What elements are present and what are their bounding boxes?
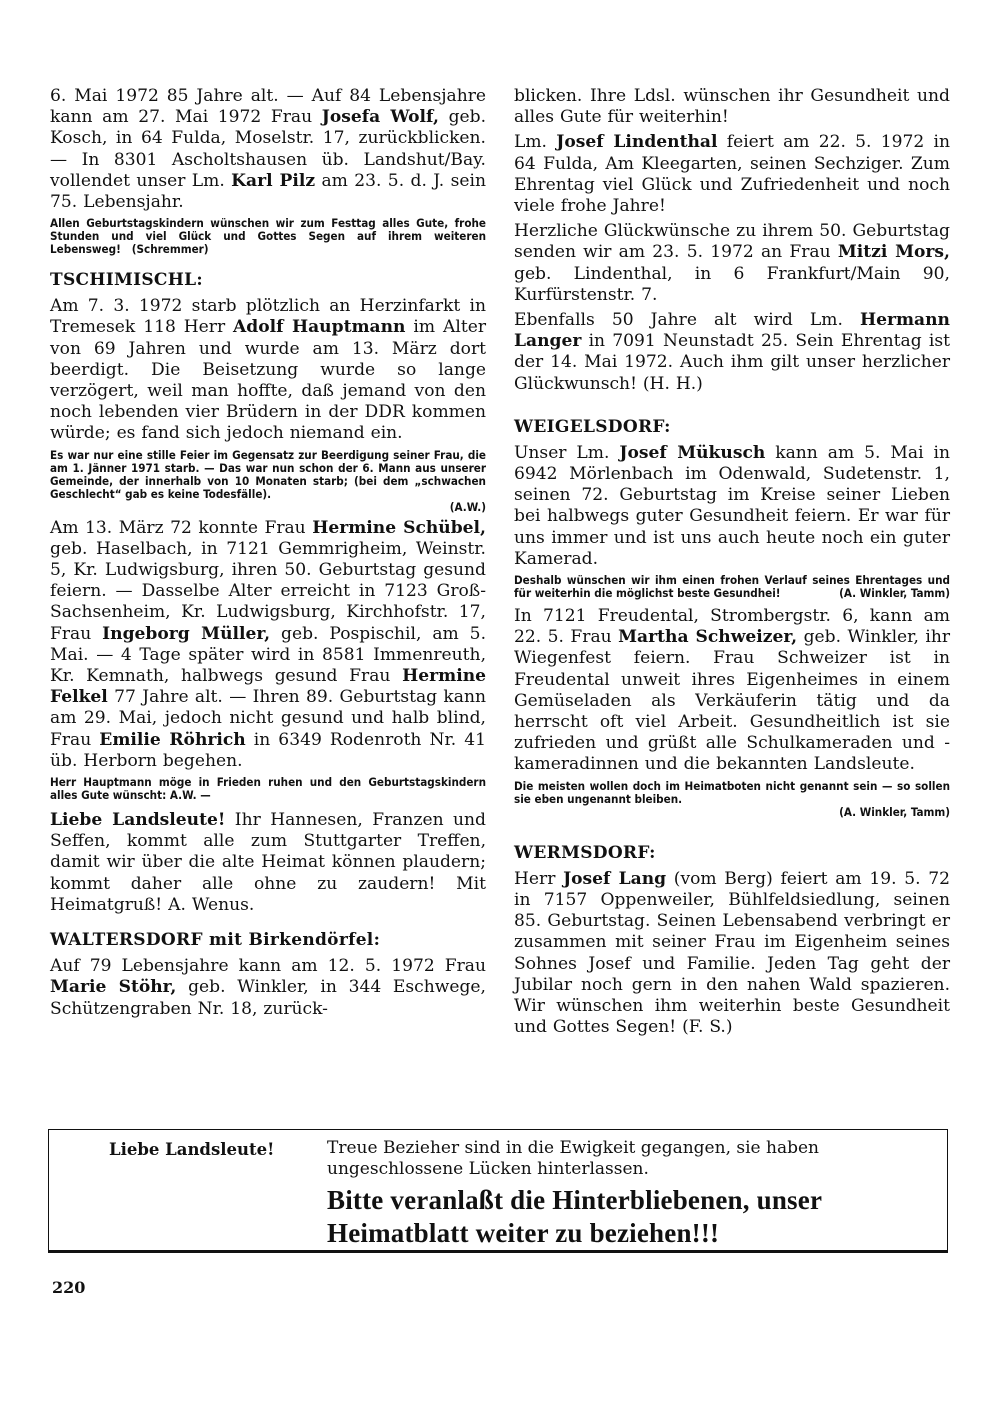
article-paragraph: Am 7. 3. 1972 starb plötzlich an Herzinfarkt in Tremesek 118 Herr Adolf Hauptmann im Alter von 69 Jahren und wurde am 13. März dort beerdigt. Die Beisetzung wurde so lange verzögert, weil man hoffte, daß jemand von den noch lebenden vier Brüdern in der DDR kommen würde; es fand sich jedoch niemand ein. xyxy=(50,296,486,444)
notice-label: Liebe Landsleute! xyxy=(109,1140,275,1159)
article-paragraph: Liebe Landsleute! Ihr Hannesen, Franzen und Seffen, kommt alle zum Stuttgarter Treffen, damit wir über die alte Heimat können plaudern; kommt daher alle ohne zu zaudern! Mit Heimatgruß! A. Wenus. xyxy=(50,810,486,915)
article-paragraph: Lm. Josef Lindenthal feiert am 22. 5. 1972 in 64 Fulda, Am Kleegarten, seinen Sechziger. Zum Ehrentag viel Glück und Zufriedenheit und noch viele frohe Jahre! xyxy=(514,132,950,217)
article-paragraph: Unser Lm. Josef Mükusch kann am 5. Mai in 6942 Mörlenbach im Odenwald, Sudetenstr. 1, seinen 72. Geburtstag im Kreise seiner Lieben bei halbwegs guter Gesundheit feiern. Er war für uns immer und ist uns auch heute noch ein guter Kamerad. xyxy=(514,442,950,569)
right-column xyxy=(514,86,950,1042)
article-paragraph: 6. Mai 1972 85 Jahre alt. — Auf 84 Lebensjahre kann am 27. Mai 1972 Frau Josefa Wolf, geb. Kosch, in 64 Fulda, Moselstr. 17, zurückblicken. — In 8301 Ascholtshausen üb. Landshut/Bay. vollendet unser Lm. Karl Pilz am 23. 5. d. J. sein 75. Lebensjahr. xyxy=(50,86,487,213)
note: Herr Hauptmann möge in Frieden ruhen und den Geburtstagskindern alles Gute wünscht: A.W. — xyxy=(50,775,486,803)
article-paragraph: Herr Josef Lang (vom Berg) feiert am 19. 5. 72 in 7157 Oppenweiler, Bühlfeldsiedlung, seinen 85. Geburtstag. Seinen Lebensabend verbringt er zusammen mit seiner Frau im Eigenheim seines Sohnes Josef und Familie. Jeden Tag geht der Jubilar noch gern in den nahen Wald spazieren. Wir wünschen ihm weiterhin beste Gesundheit und Gottes Segen! (F. S.) xyxy=(514,868,950,1038)
section-heading-tschimischl: TSCHIMISCHL: xyxy=(50,270,203,291)
article-paragraph: Auf 79 Lebensjahre kann am 12. 5. 1972 Frau Marie Stöhr, geb. Winkler, in 344 Eschwege, Schützengraben Nr. 18, zurück- xyxy=(50,956,486,1019)
note: Es war nur eine stille Feier im Gegensatz zur Beerdigung seiner Frau, die am 1. Jänner 1971 starb. — Das war nun schon der 6. Mann aus unserer Gemeinde, der innerhalb von 10 Monaten starb; (bei dem „schwachen Geschlecht“ gab es keine Todesfälle). (A.W.) xyxy=(50,447,486,514)
section-heading-wermsdorf: WERMSDORF: xyxy=(514,842,656,863)
left-column xyxy=(50,86,486,1024)
article-paragraph: Herzliche Glückwünsche zu ihrem 50. Geburtstag senden wir am 23. 5. 1972 an Frau Mitzi Mors, geb. Lindenthal, in 6 Frankfurt/Main 90, Kurfürstenstr. 7. xyxy=(514,221,950,305)
article-paragraph: Ebenfalls 50 Jahre alt wird Lm. Hermann Langer in 7091 Neunstadt 25. Sein Ehrentag ist der 14. Mai 1972. Auch ihm gilt unser herzlicher Glückwunsch! (H. H.) xyxy=(514,310,950,394)
notice-headline: Bitte veranlaßt die Hinterbliebenen, unser Heimatblatt weiter zu beziehen!!! xyxy=(327,1185,823,1248)
article-paragraph: blicken. Ihre Ldsl. wünschen ihr Gesundheit und alles Gute für weiterhin! xyxy=(514,86,950,128)
notice-box xyxy=(48,1129,948,1253)
article-paragraph: In 7121 Freudental, Strombergstr. 6, kann am 22. 5. Frau Martha Schweizer, geb. Winkler, ihr Wiegenfest feiern. Frau Schweizer ist in Freudental unweit ihres Eigenheimes in einem Gemüseladen als Verkäuferin tätig und da herrscht oft viel Arbeit. Gesundheitlich ist sie zufrieden und grüßt alle Schulkameraden und -kameradinnen und die bekannten Landsleute. xyxy=(514,606,950,775)
note: Die meisten wollen doch im Heimatboten nicht genannt sein — so sollen sie eben ungenannt bleiben. (A. Winkler, Tamm) xyxy=(514,778,950,819)
note: Allen Geburtstagskindern wünschen wir zum Festtag alles Gute, frohe Stunden und viel Glück und Gottes Segen auf ihrem weiteren Lebensweg! (Schremmer) xyxy=(50,216,486,257)
section-heading-waltersdorf: WALTERSDORF mit Birkendörfel: xyxy=(50,930,381,951)
note: Deshalb wünschen wir ihm einen frohen Verlauf seines Ehrentages und für weiterhin die möglichst beste Gesundhei! (A. Winkler, Tamm) xyxy=(514,573,950,601)
page-number: 220 xyxy=(52,1278,86,1297)
notice-text: Treue Bezieher sind in die Ewigkeit gegangen, sie haben ungeschlossene Lücken hinterlassen. xyxy=(327,1138,819,1179)
section-heading-weigelsdorf: WEIGELSDORF: xyxy=(514,416,671,437)
article-paragraph: Am 13. März 72 konnte Frau Hermine Schübel, geb. Haselbach, in 7121 Gemmrigheim, Weinstr. 5, Kr. Ludwigsburg, ihren 50. Geburtstag gesund feiern. — Dasselbe Alter erreicht in 7123 Groß-Sachsenheim, Kr. Ludwigsburg, Kirchhofstr. 17, Frau Ingeborg Müller, geb. Pospischil, am 5. Mai. — 4 Tage später wird in 8581 Immenreuth, Kr. Kemnath, halbwegs gesund Frau Hermine Felkel 77 Jahre alt. — Ihren 89. Geburtstag kann am 29. Mai, jedoch nicht gesund und halb blind, Frau Emilie Röhrich in 6349 Rodenroth Nr. 41 üb. Herborn begehen. xyxy=(50,517,486,771)
